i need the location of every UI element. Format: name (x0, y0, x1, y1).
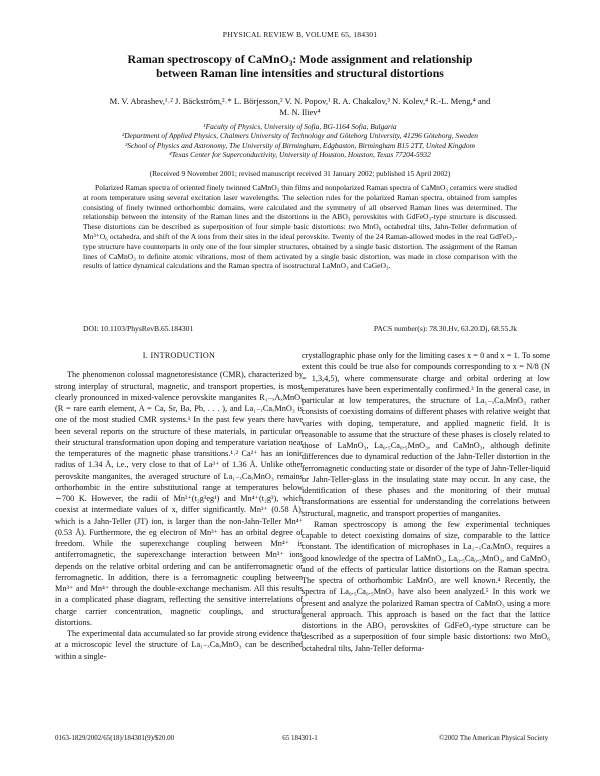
title-line-2: between Raman line intensities and structural distortions (156, 66, 444, 80)
affiliation-2: ²Department of Applied Physics, Chalmers University of Technology and Göteborg University, 41296 Göteborg, Sweden (122, 131, 478, 141)
author-list (60, 96, 540, 118)
copyright-notice: ©2002 The American Physical Society (438, 734, 548, 742)
authors-line-1: M. V. Abrashev,¹˒² J. Bäckström,²˒* L. Börjesson,² V. N. Popov,¹ R. A. Chakalov,³ N. Kolev,⁴ R.-L. Meng,⁴ and (109, 96, 491, 106)
affiliations (40, 122, 560, 160)
intro-paragraph-1: The phenomenon colossal magnetoresistance (CMR), characterized by strong interplay of structural, magnetic, and transport properties, is most clearly pronounced in mixed-valence perovskite manganites R₁₋ₓAₓMnO₃ (R = rare earth element, A = Ca, Sr, Ba, Pb, . . . ), and La₁₋ₓCaₓMnO₃ is one of the most studied CMR systems.¹ In the past few years there have been several reports on the structure of these materials, in particular on their structural transformation upon doping and temperature variation near the temperatures of the magnetic phase transitions.¹˒² Ca²⁺ has an ionic radius of 1.34 Å, i.e., very close to that of La³⁺ of 1.36 Å. Unlike other perovskite manganites, the averaged structure of La₁₋ₓCaₓMnO₃ remains orthorhombic in the entire substitutional range at temperatures below ∼700 K. However, the radii of Mn³⁺(t₂g³eg¹) and Mn⁴⁺(t₂g³), which coexist at intermediate values of x, differ significantly. Mn³⁺ (0.58 Å), which is a Jahn-Teller (JT) ion, is larger than the non-Jahn-Teller Mn⁴⁺ (0.53 Å). Furthermore, the eg electron of Mn³⁺ has an orbital degree of freedom. While the superexchange coupling between Mn⁴⁺ is antiferromagnetic, the superexchange interaction between Mn³⁺ ions depends on the relative orbital ordering and can be antiferromagnetic or ferromagnetic. In addition, there is a ferromagnetic coupling between Mn³⁺ and Mn⁴⁺ through the double-exchange mechanism. All this results in a complicated phase diagram, reflecting the sensitive interrelations of charge carrier concentration, magnetic couplings, and structural distortions. (55, 370, 303, 627)
affiliation-4: ⁴Texas Center for Superconductivity, University of Houston, Houston, Texas 77204-5932 (169, 150, 431, 160)
right-column (302, 350, 550, 654)
page-number: 65 184301-1 (282, 734, 318, 742)
intro-paragraph-2: The experimental data accumulated so far provide strong evidence that at a microscopic level the structure of La₁₋ₓCaₓMnO₃ can be described within a single- (55, 629, 303, 661)
affiliation-3: ³School of Physics and Astronomy, The University of Birmingham, Edgbaston, Birmingham B15 2TT, United Kingdom (125, 140, 475, 150)
footer-code: 0163-1829/2002/65(18)/184301(9)/$20.00 (55, 734, 175, 742)
left-column (55, 350, 303, 662)
title-line-1: Raman spectroscopy of CaMnO₃: Mode assignment and relationship (127, 52, 473, 66)
running-head: PHYSICAL REVIEW B, VOLUME 65, 184301 (222, 30, 378, 39)
abstract: Polarized Raman spectra of oriented finely twinned CaMnO₃ thin films and nonpolarized Raman spectra of CaMnO₃ ceramics were studied at room temperature using several excitation laser wavelengths. The selection rules for the polarized Raman spectra, obtained from samples consisting of finely twinned orthorhombic domains, were calculated and the symmetry of all observed Raman lines was determined. The relationship between the intensity of the Raman lines and the distortions in the ABO₃ perovskites with GdFeO₃-type structure is discussed. These distortions can be described as superposition of four simple basic distortions: two MnO₆ octahedral tilts, Jahn-Teller deformation of Mn³⁺O₆ octahedra, and shift of the A ions from their sites in the ideal perovskite. Twenty of the 24 Raman-allowed modes in the real GdFeO₃-type structure have counterparts in only one of the four simpler structures, obtained by a single basic distortion. The assignment of the Raman lines of CaMnO₃ to definite atomic vibrations, most of them activated by a single basic distortion, was made in close comparison with the results of lattice dynamical calculations and the Raman spectra of isostructural LaMnO₃ and CaGeO₃. (83, 183, 517, 271)
affiliation-1: ¹Faculty of Physics, University of Sofia, BG-1164 Sofia, Bulgaria (203, 122, 397, 131)
article-title (60, 52, 540, 80)
authors-line-2: M. N. Iliev⁴ (279, 107, 321, 117)
section-heading-introduction: I. INTRODUCTION (142, 351, 216, 360)
doi-link[interactable]: DOI: 10.1103/PhysRevB.65.184301 (83, 324, 194, 333)
intro-paragraph-4: Raman spectroscopy is among the few experimental techniques capable to detect coexisting domains of size, comparable to the lattice constant. The identification of microphases in La₁₋ₓCaₓMnO₃ requires a good knowledge of the spectra of LaMnO₃, La₀.₅Ca₀.₅MnO₃, and CaMnO₃ and of the effects of particular lattice distortions on the Raman spectra. The spectra of orthorhombic LaMnO₃ are well known.⁴ Recently, the spectra of La₀.₅Ca₀.₅MnO₃ have also been analyzed.⁵ In this work we present and analyze the polarized Raman spectra of CaMnO₃ using a more general approach. This approach is based on the fact that the lattice distortions in the ABO₃ perovskites of GdFeO₃-type structure can be described as a superposition of four simple basic distortions: two MnO₆ octahedral tilts, Jahn-Teller deforma- (302, 519, 550, 653)
pacs-numbers: PACS number(s): 78.30.Hv, 63.20.Dj, 68.55.Jk (373, 324, 517, 333)
received-dates: (Received 9 November 2001; revised manuscript received 31 January 2002; published 15 April 2002) (149, 169, 451, 178)
intro-paragraph-3: crystallographic phase only for the limiting cases x = 0 and x = 1. To some extent this could be true also for compounds corresponding to x = N/8 (N = 1,3,4,5), where commensurate charge and orbital ordering at low temperatures have been experimentally confirmed.³ In the general case, in particular at low temperatures, the structure of La₁₋ₓCaₓMnO₃ rather consists of coexisting domains of different phases with relative weight that varies with doping, temperature, and applied magnetic field. It is reasonable to assume that the structure of these phases is closely related to those of LaMnO₃, La₀.₅Ca₀.₅MnO₃, and CaMnO₃, although definite differences due to dynamical reduction of the Jahn-Teller distortion in the ferromagnetic conducting state or disorder of the type of Jahn-Teller-liquid or Jahn-Teller-glass in the insulating state may occur. In any case, the identification of these phases and the monitoring of their mutual transformations are essential for understanding the correlations between structural, magnetic, and transport properties of manganites. (302, 351, 550, 518)
